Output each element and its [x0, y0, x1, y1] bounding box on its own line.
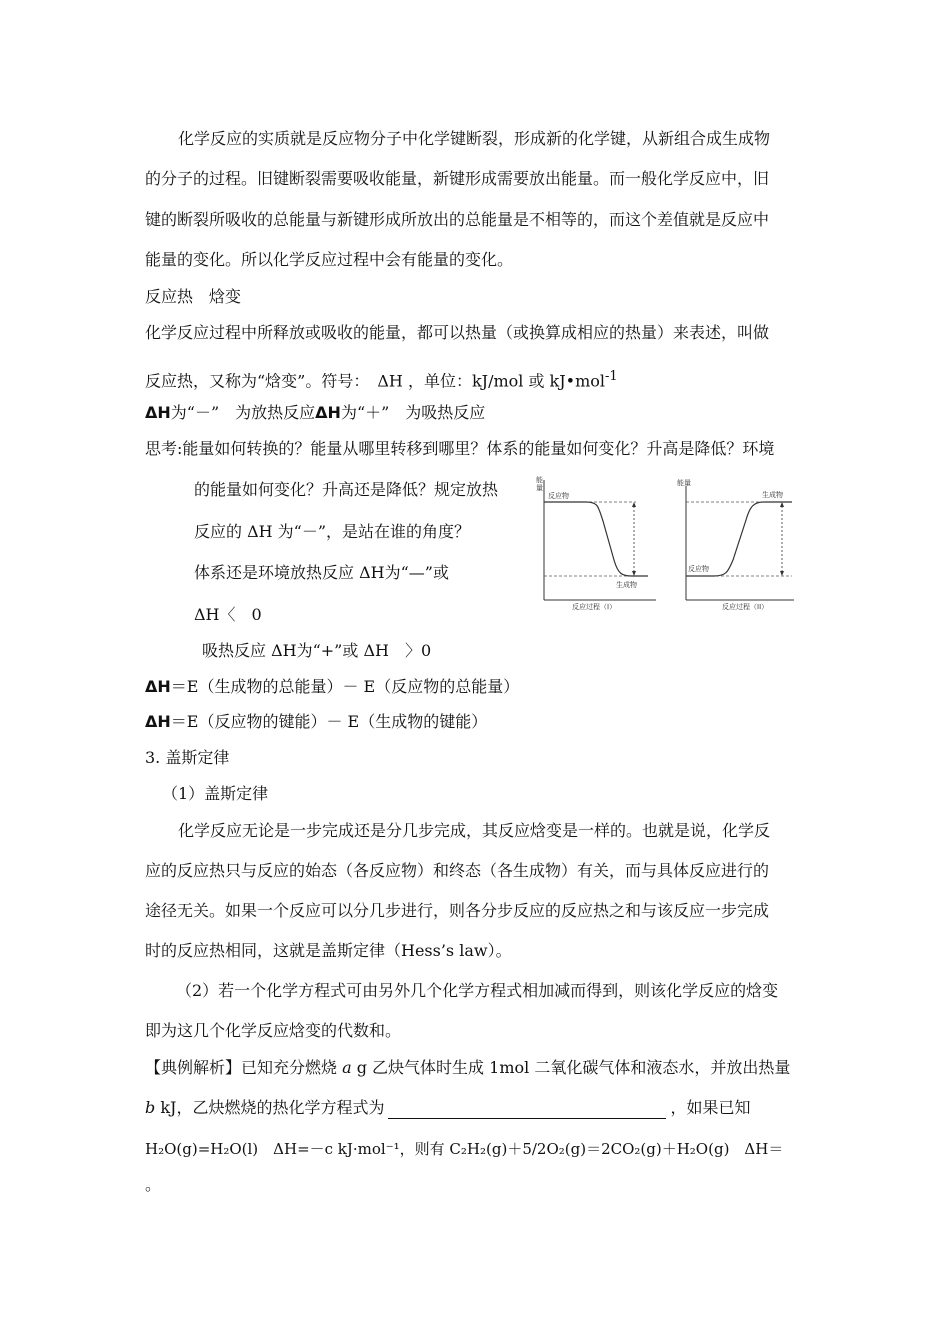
think-line5: ΔH〈 0	[194, 605, 262, 624]
example-line1	[145, 1057, 790, 1079]
think-line6: 吸热反应 ΔH为“+”或 ΔH 〉0	[202, 641, 432, 660]
example-line3: H₂O(g)=H₂O(l) ΔH=－c kJ·mol⁻¹，则有 C₂H₂(g)＋5/2O₂(g)＝2CO₂(g)＋H₂O(g) ΔH＝	[145, 1140, 784, 1158]
x-axis-label: 反应过程（I）	[572, 603, 617, 611]
heading-reaction-heat: 反应热 焓变	[145, 287, 242, 306]
variable-a: a	[342, 1058, 352, 1077]
formula-text: ＝E（反应物的键能）－ E（生成物的键能）	[170, 712, 488, 731]
reactant-label: 反应物	[688, 565, 709, 573]
hess-title: 3. 盖斯定律	[145, 748, 230, 767]
hess-p1: 化学反应无论是一步完成还是分几步完成，其反应焓变是一样的。也就是说，化学反	[178, 821, 771, 840]
example-text: ，如果已知	[670, 1098, 751, 1117]
delta-h-symbol: ΔH	[145, 712, 171, 731]
para2-line1: 化学反应过程中所释放或吸收的能量，都可以热量（或换算成相应的热量）来表述，叫做	[145, 323, 770, 342]
para2-line2-text: 反应热，又称为“焓变”。符号： ΔH ，单位：kJ/mol 或 kJ•mol	[145, 371, 606, 391]
delta-h-symbol: ΔH	[145, 677, 171, 696]
hess-subtitle-2b: 即为这几个化学反应焓变的代数和。	[145, 1021, 402, 1040]
y-axis-label: 能量	[536, 476, 543, 492]
think-line1: 思考:能量如何转换的？能量从哪里转移到哪里？体系的能量如何变化？升高是降低？环境	[145, 439, 775, 458]
hess-p2: 应的反应热只与反应的始态（各反应物）和终态（各生成物）有关，而与具体反应进行的	[145, 861, 770, 880]
formula-bond-energy	[145, 711, 487, 733]
sign-rule	[145, 402, 485, 424]
para1-line3: 键的断裂所吸收的总能量与新键形成所放出的总能量是不相等的，而这个差值就是反应中	[145, 210, 770, 229]
delta-h-symbol: ΔH	[315, 403, 341, 422]
think-line3: 反应的 ΔH 为“－”，是站在谁的角度？	[194, 522, 471, 541]
sign-rule-exothermic: 为“－” 为放热反应	[170, 403, 316, 422]
reactant-label: 反应物	[548, 492, 569, 500]
variable-b: b	[145, 1098, 156, 1117]
para2-line2	[145, 366, 618, 392]
example-line4: 。	[145, 1175, 162, 1194]
example-text: kJ，乙炔燃烧的热化学方程式为	[155, 1098, 385, 1117]
formula-total-energy	[145, 676, 519, 698]
product-label: 生成物	[762, 491, 783, 499]
example-text: 【典例解析】已知充分燃烧	[145, 1058, 343, 1077]
para1-line2: 的分子的过程。旧键断裂需要吸收能量，新键形成需要放出能量。而一般化学反应中，旧	[145, 169, 770, 188]
para1-line4: 能量的变化。所以化学反应过程中会有能量的变化。	[145, 250, 514, 269]
unit-exponent: -1	[605, 369, 618, 384]
hess-subtitle-1: （1）盖斯定律	[162, 784, 269, 803]
y-axis-label: 能量	[677, 479, 691, 487]
formula-text: ＝E（生成物的总能量）－ E（反应物的总能量）	[170, 677, 520, 696]
x-axis-label: 反应过程（II）	[722, 603, 769, 611]
energy-diagram-endothermic	[676, 476, 800, 612]
delta-h-symbol: ΔH	[145, 403, 171, 422]
think-line4: 体系还是环境放热反应 ΔH为“—”或	[194, 563, 449, 582]
product-label: 生成物	[616, 581, 637, 589]
hess-p3: 途径无关。如果一个反应可以分几步进行，则各分步反应的反应热之和与该反应一步完成	[145, 901, 770, 920]
hess-p4: 时的反应热相同，这就是盖斯定律（Hess’s law）。	[145, 941, 512, 960]
sign-rule-endothermic: 为“＋” 为吸热反应	[340, 403, 486, 422]
para1-line1: 化学反应的实质就是反应物分子中化学键断裂，形成新的化学键，从新组合成生成物	[178, 129, 771, 148]
think-line2: 的能量如何变化？升高还是降低？规定放热	[194, 480, 499, 499]
example-text: g 乙炔气体时生成 1mol 二氧化碳气体和液态水，并放出热量	[351, 1058, 791, 1077]
answer-blank[interactable]	[388, 1100, 666, 1119]
hess-subtitle-2: （2）若一个化学方程式可由另外几个化学方程式相加减而得到，则该化学反应的焓变	[176, 981, 779, 1000]
example-line2	[145, 1097, 750, 1119]
energy-diagram-exothermic	[536, 476, 660, 612]
